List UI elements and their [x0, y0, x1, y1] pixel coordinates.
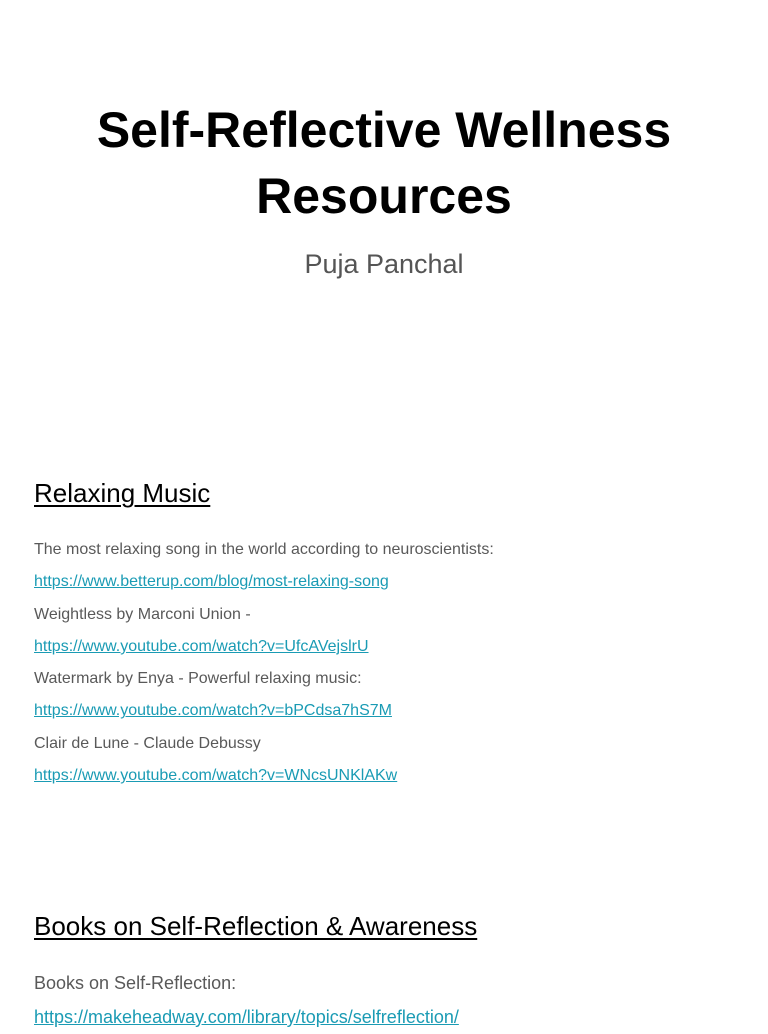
title-line-2: Resources — [256, 168, 512, 224]
books-description: Books on Self-Reflection: — [34, 973, 237, 993]
books-heading: Books on Self-Reflection & Awareness — [34, 911, 478, 941]
list-item — [34, 631, 494, 663]
list-item — [34, 566, 494, 598]
music-description: The most relaxing song in the world according to neuroscientists: — [34, 541, 494, 558]
list-item — [34, 599, 494, 631]
relaxing-music-heading: Relaxing Music — [34, 478, 211, 508]
music-link[interactable]: https://www.youtube.com/watch?v=bPCdsa7hS7M — [34, 702, 392, 720]
list-item — [34, 760, 494, 792]
music-description: Watermark by Enya - Powerful relaxing music: — [34, 670, 362, 688]
list-item — [34, 534, 494, 566]
list-item — [34, 966, 459, 1000]
music-description: Clair de Lune - Claude Debussy — [34, 734, 261, 752]
music-link[interactable]: https://www.youtube.com/watch?v=WNcsUNKlAKw — [34, 767, 398, 785]
relaxing-music-list — [34, 534, 494, 792]
books-link[interactable]: https://makeheadway.com/library/topics/selfreflection/ — [34, 1007, 459, 1027]
author-name: Puja Panchal — [304, 249, 464, 279]
title-line-1: Self-Reflective Wellness — [96, 102, 672, 158]
list-item — [34, 728, 494, 760]
list-item — [34, 1000, 459, 1034]
document-title — [0, 97, 768, 229]
music-link[interactable]: https://www.betterup.com/blog/most-relaxing-song — [34, 573, 389, 591]
music-link[interactable]: https://www.youtube.com/watch?v=UfcAVejslrU — [34, 637, 369, 655]
list-item — [34, 695, 494, 727]
music-description: Weightless by Marconi Union - — [34, 605, 251, 623]
list-item — [34, 663, 494, 695]
